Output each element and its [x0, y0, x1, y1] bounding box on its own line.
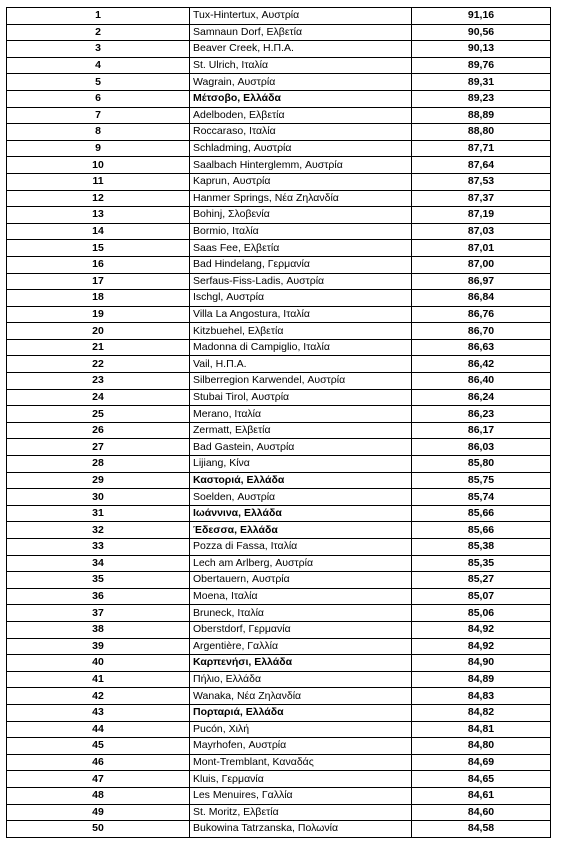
- destination-cell: Lech am Arlberg, Αυστρία: [190, 555, 412, 572]
- score-cell: 85,66: [412, 505, 551, 522]
- destination-cell: Mont-Tremblant, Καναδάς: [190, 754, 412, 771]
- rank-cell: 49: [7, 804, 190, 821]
- score-cell: 90,56: [412, 24, 551, 41]
- rank-cell: 10: [7, 157, 190, 174]
- destination-cell: Tux-Hintertux, Αυστρία: [190, 8, 412, 25]
- rank-cell: 15: [7, 240, 190, 257]
- score-cell: 87,03: [412, 223, 551, 240]
- score-cell: 84,60: [412, 804, 551, 821]
- table-row: [7, 688, 551, 705]
- destination-cell: Ischgl, Αυστρία: [190, 290, 412, 307]
- table-row: [7, 522, 551, 539]
- rank-cell: 4: [7, 57, 190, 74]
- table-row: [7, 223, 551, 240]
- table-row: [7, 124, 551, 141]
- destination-cell: Bad Hindelang, Γερμανία: [190, 256, 412, 273]
- table-row: [7, 356, 551, 373]
- score-cell: 87,01: [412, 240, 551, 257]
- table-row: [7, 57, 551, 74]
- table-row: [7, 787, 551, 804]
- destination-cell: Πορταριά, Ελλάδα: [190, 704, 412, 721]
- table-row: [7, 505, 551, 522]
- table-row: [7, 804, 551, 821]
- table-row: [7, 472, 551, 489]
- score-cell: 86,40: [412, 373, 551, 390]
- rank-cell: 12: [7, 190, 190, 207]
- table-row: [7, 422, 551, 439]
- table-row: [7, 821, 551, 838]
- rank-cell: 24: [7, 389, 190, 406]
- table-row: [7, 140, 551, 157]
- rank-cell: 32: [7, 522, 190, 539]
- rank-cell: 17: [7, 273, 190, 290]
- ranking-table-body: [7, 8, 551, 838]
- score-cell: 84,65: [412, 771, 551, 788]
- score-cell: 88,80: [412, 124, 551, 141]
- rank-cell: 35: [7, 572, 190, 589]
- score-cell: 87,71: [412, 140, 551, 157]
- table-row: [7, 721, 551, 738]
- score-cell: 87,19: [412, 207, 551, 224]
- rank-cell: 47: [7, 771, 190, 788]
- table-row: [7, 621, 551, 638]
- rank-cell: 11: [7, 173, 190, 190]
- destination-cell: St. Ulrich, Ιταλία: [190, 57, 412, 74]
- score-cell: 84,58: [412, 821, 551, 838]
- table-row: [7, 671, 551, 688]
- score-cell: 86,97: [412, 273, 551, 290]
- table-row: [7, 157, 551, 174]
- rank-cell: 36: [7, 588, 190, 605]
- score-cell: 85,06: [412, 605, 551, 622]
- destination-cell: Pozza di Fassa, Ιταλία: [190, 539, 412, 556]
- table-row: [7, 771, 551, 788]
- score-cell: 87,00: [412, 256, 551, 273]
- table-row: [7, 173, 551, 190]
- score-cell: 84,83: [412, 688, 551, 705]
- destination-cell: Bormio, Ιταλία: [190, 223, 412, 240]
- destination-cell: Mayrhofen, Αυστρία: [190, 738, 412, 755]
- score-cell: 86,84: [412, 290, 551, 307]
- destination-cell: Bukowina Tatrzanska, Πολωνία: [190, 821, 412, 838]
- score-cell: 85,07: [412, 588, 551, 605]
- score-cell: 85,27: [412, 572, 551, 589]
- score-cell: 85,74: [412, 489, 551, 506]
- table-row: [7, 74, 551, 91]
- rank-cell: 5: [7, 74, 190, 91]
- score-cell: 89,76: [412, 57, 551, 74]
- destination-cell: Zermatt, Ελβετία: [190, 422, 412, 439]
- score-cell: 86,24: [412, 389, 551, 406]
- rank-cell: 20: [7, 323, 190, 340]
- rank-cell: 25: [7, 406, 190, 423]
- destination-cell: Wanaka, Νέα Ζηλανδία: [190, 688, 412, 705]
- score-cell: 84,92: [412, 621, 551, 638]
- rank-cell: 16: [7, 256, 190, 273]
- rank-cell: 1: [7, 8, 190, 25]
- table-row: [7, 240, 551, 257]
- table-row: [7, 323, 551, 340]
- rank-cell: 34: [7, 555, 190, 572]
- destination-cell: Obertauern, Αυστρία: [190, 572, 412, 589]
- score-cell: 84,81: [412, 721, 551, 738]
- table-row: [7, 24, 551, 41]
- score-cell: 86,63: [412, 339, 551, 356]
- rank-cell: 31: [7, 505, 190, 522]
- rank-cell: 48: [7, 787, 190, 804]
- table-row: [7, 754, 551, 771]
- destination-cell: Kitzbuehel, Ελβετία: [190, 323, 412, 340]
- destination-cell: Kaprun, Αυστρία: [190, 173, 412, 190]
- destination-cell: Villa La Angostura, Ιταλία: [190, 306, 412, 323]
- score-cell: 86,23: [412, 406, 551, 423]
- rank-cell: 45: [7, 738, 190, 755]
- score-cell: 89,23: [412, 90, 551, 107]
- destination-cell: Moena, Ιταλία: [190, 588, 412, 605]
- destination-cell: Καστοριά, Ελλάδα: [190, 472, 412, 489]
- rank-cell: 44: [7, 721, 190, 738]
- score-cell: 87,37: [412, 190, 551, 207]
- ranking-table: [6, 7, 551, 838]
- destination-cell: Wagrain, Αυστρία: [190, 74, 412, 91]
- table-row: [7, 41, 551, 58]
- rank-cell: 7: [7, 107, 190, 124]
- rank-cell: 42: [7, 688, 190, 705]
- table-row: [7, 107, 551, 124]
- score-cell: 84,90: [412, 655, 551, 672]
- rank-cell: 50: [7, 821, 190, 838]
- destination-cell: Silberregion Karwendel, Αυστρία: [190, 373, 412, 390]
- table-row: [7, 738, 551, 755]
- table-row: [7, 539, 551, 556]
- table-row: [7, 306, 551, 323]
- table-row: [7, 439, 551, 456]
- rank-cell: 3: [7, 41, 190, 58]
- rank-cell: 40: [7, 655, 190, 672]
- table-row: [7, 406, 551, 423]
- rank-cell: 41: [7, 671, 190, 688]
- destination-cell: Bruneck, Ιταλία: [190, 605, 412, 622]
- score-cell: 87,64: [412, 157, 551, 174]
- rank-cell: 37: [7, 605, 190, 622]
- rank-cell: 30: [7, 489, 190, 506]
- destination-cell: Hanmer Springs, Νέα Ζηλανδία: [190, 190, 412, 207]
- score-cell: 85,80: [412, 456, 551, 473]
- destination-cell: Les Menuires, Γαλλία: [190, 787, 412, 804]
- rank-cell: 18: [7, 290, 190, 307]
- table-row: [7, 655, 551, 672]
- score-cell: 85,66: [412, 522, 551, 539]
- rank-cell: 2: [7, 24, 190, 41]
- score-cell: 84,61: [412, 787, 551, 804]
- rank-cell: 19: [7, 306, 190, 323]
- destination-cell: Vail, Η.Π.Α.: [190, 356, 412, 373]
- rank-cell: 27: [7, 439, 190, 456]
- destination-cell: Madonna di Campiglio, Ιταλία: [190, 339, 412, 356]
- table-row: [7, 256, 551, 273]
- score-cell: 85,38: [412, 539, 551, 556]
- rank-cell: 43: [7, 704, 190, 721]
- destination-cell: Saas Fee, Ελβετία: [190, 240, 412, 257]
- rank-cell: 13: [7, 207, 190, 224]
- rank-cell: 46: [7, 754, 190, 771]
- rank-cell: 33: [7, 539, 190, 556]
- table-row: [7, 638, 551, 655]
- destination-cell: Serfaus-Fiss-Ladis, Αυστρία: [190, 273, 412, 290]
- score-cell: 84,80: [412, 738, 551, 755]
- destination-cell: Merano, Ιταλία: [190, 406, 412, 423]
- table-row: [7, 273, 551, 290]
- table-row: [7, 207, 551, 224]
- destination-cell: Argentière, Γαλλία: [190, 638, 412, 655]
- table-row: [7, 605, 551, 622]
- rank-cell: 6: [7, 90, 190, 107]
- rank-cell: 39: [7, 638, 190, 655]
- table-row: [7, 389, 551, 406]
- score-cell: 91,16: [412, 8, 551, 25]
- score-cell: 86,76: [412, 306, 551, 323]
- score-cell: 88,89: [412, 107, 551, 124]
- score-cell: 87,53: [412, 173, 551, 190]
- destination-cell: St. Moritz, Ελβετία: [190, 804, 412, 821]
- score-cell: 84,69: [412, 754, 551, 771]
- table-row: [7, 373, 551, 390]
- score-cell: 84,92: [412, 638, 551, 655]
- score-cell: 90,13: [412, 41, 551, 58]
- score-cell: 85,35: [412, 555, 551, 572]
- table-row: [7, 489, 551, 506]
- destination-cell: Oberstdorf, Γερμανία: [190, 621, 412, 638]
- table-row: [7, 456, 551, 473]
- rank-cell: 38: [7, 621, 190, 638]
- rank-cell: 14: [7, 223, 190, 240]
- rank-cell: 23: [7, 373, 190, 390]
- table-row: [7, 588, 551, 605]
- destination-cell: Καρπενήσι, Ελλάδα: [190, 655, 412, 672]
- destination-cell: Bad Gastein, Αυστρία: [190, 439, 412, 456]
- rank-cell: 28: [7, 456, 190, 473]
- rank-cell: 8: [7, 124, 190, 141]
- ranking-sheet: [6, 7, 550, 838]
- destination-cell: Bohinj, Σλοβενία: [190, 207, 412, 224]
- score-cell: 86,17: [412, 422, 551, 439]
- table-row: [7, 90, 551, 107]
- rank-cell: 29: [7, 472, 190, 489]
- destination-cell: Schladming, Αυστρία: [190, 140, 412, 157]
- destination-cell: Adelboden, Ελβετία: [190, 107, 412, 124]
- rank-cell: 22: [7, 356, 190, 373]
- table-row: [7, 572, 551, 589]
- table-row: [7, 555, 551, 572]
- rank-cell: 9: [7, 140, 190, 157]
- rank-cell: 21: [7, 339, 190, 356]
- destination-cell: Soelden, Αυστρία: [190, 489, 412, 506]
- rank-cell: 26: [7, 422, 190, 439]
- score-cell: 84,89: [412, 671, 551, 688]
- score-cell: 86,70: [412, 323, 551, 340]
- destination-cell: Samnaun Dorf, Ελβετία: [190, 24, 412, 41]
- destination-cell: Πήλιο, Ελλάδα: [190, 671, 412, 688]
- score-cell: 86,03: [412, 439, 551, 456]
- destination-cell: Μέτσοβο, Ελλάδα: [190, 90, 412, 107]
- score-cell: 89,31: [412, 74, 551, 91]
- destination-cell: Saalbach Hinterglemm, Αυστρία: [190, 157, 412, 174]
- destination-cell: Lijiang, Κίνα: [190, 456, 412, 473]
- destination-cell: Ιωάννινα, Ελλάδα: [190, 505, 412, 522]
- score-cell: 86,42: [412, 356, 551, 373]
- destination-cell: Beaver Creek, Η.Π.Α.: [190, 41, 412, 58]
- table-row: [7, 190, 551, 207]
- table-row: [7, 704, 551, 721]
- destination-cell: Kluis, Γερμανία: [190, 771, 412, 788]
- score-cell: 84,82: [412, 704, 551, 721]
- destination-cell: Έδεσσα, Ελλάδα: [190, 522, 412, 539]
- score-cell: 85,75: [412, 472, 551, 489]
- destination-cell: Stubai Tirol, Αυστρία: [190, 389, 412, 406]
- table-row: [7, 290, 551, 307]
- table-row: [7, 8, 551, 25]
- destination-cell: Pucón, Χιλή: [190, 721, 412, 738]
- destination-cell: Roccaraso, Ιταλία: [190, 124, 412, 141]
- table-row: [7, 339, 551, 356]
